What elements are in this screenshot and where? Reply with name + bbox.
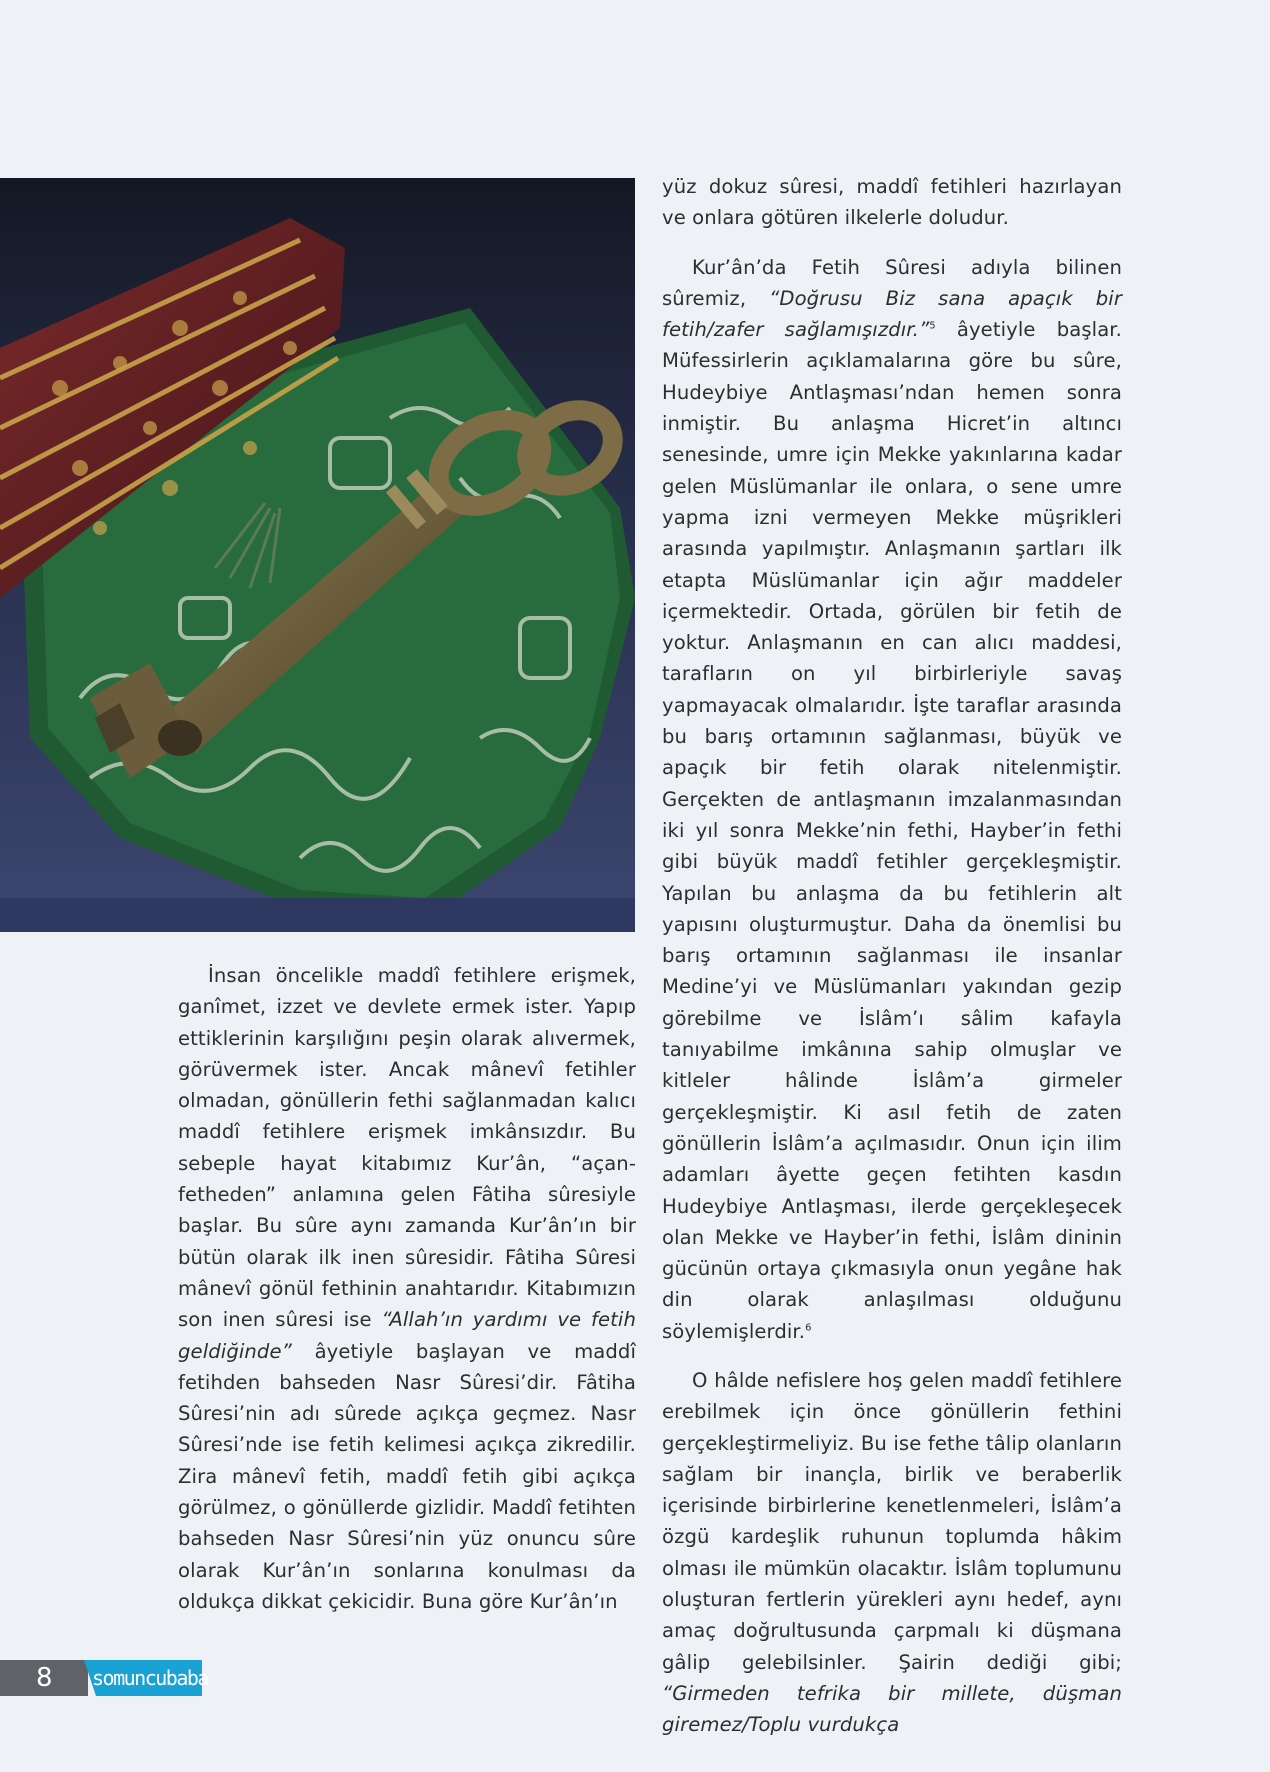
left-paragraph-1: [178, 960, 636, 1617]
right-paragraph-1-text-b: âyetiyle başlar. Müfessirlerin açıklamalarına göre bu sûre, Hudeybiye Antlaşması’ndan hemen sonra inmiştir. Bu anlaşma Hicret’in altıncı senesinde, umre için Mekke yakınlarına kadar gelen Müslümanlar ile onlara, o sene umre yapma izni vermeyen Mekke müşrikleri arasında yapılmıştır. Anlaşmanın şartları ilk etapta Müslümanlar için ağır maddeler içermektedir. Ortada, görülen bir fetih de yoktur. Anlaşmanın en can alıcı maddesi, tarafların on yıl birbirleriyle savaş yapmayacak olmalarıdır. İşte taraflar arasında bu barış ortamının sağlanması, büyük ve apaçık bir fetih olarak nitelenmiştir. Gerçekten de antlaşmanın imzalanmasından iki yıl sonra Mekke’nin fethi, Hayber’in fethi gibi büyük maddî fetihler gerçekleşmiştir. Yapılan bu anlaşma da bu fetihlerin alt yapısını oluşturmuştur. Daha da önemlisi bu barış ortamının sağlanması ile insanlar Medine’yi ve Müslümanları yakından gezip görebilme ve İslâm’ı sâlim kafayla tanıyabilme imkânına sahip olmuşlar ve kitleler hâlinde İslâm’a girmeler gerçekleşmiştir. Ki asıl fetih de zaten gönüllerin İslâm’a açılmasıdır. Onun için ilim adamları âyette geçen fetihten kasdın Hudeybiye Antlaşması, ilerde gerçekleşecek olan Mekke ve Hayber’in fethi, İslâm dininin gücünün ortaya çıkmasıyla onun yegâne hak din olarak anlaşılması olduğunu söylemişlerdir.: [662, 318, 1122, 1343]
fetih-verse-quote: “Doğrusu Biz sana apaçık bir fetih/zafer sağlamışızdır.”: [662, 286, 1122, 342]
footnote-ref-6[interactable]: 6: [805, 1322, 812, 1334]
right-paragraph-2-text-a: O hâlde nefislere hoş gelen maddî fetihlere erebilmek için önce gönüllerin fethini gerçekleştirmeliyiz. Bu ise fethe tâlip olanların sağlam bir inançla, birlik ve beraberlik içerisinde birbirlerine kenetlenmeleri, İslâm’a özgü kardeşlik ruhunun toplumda hâkim olması ile mümkün olacaktır. İslâm toplumunu oluşturan fertlerin yürekleri aynı hedef, aynı amaç doğrultusunda çarpmalı ki düşmana gâlip gelebilsinler. Şairin dediği gibi;: [662, 1368, 1122, 1674]
key-on-cloth-image: [0, 178, 635, 932]
nasr-verse-quote: “Allah’ın yardımı ve fetih geldiğinde”: [178, 1308, 636, 1363]
left-text-column: [178, 960, 636, 1617]
right-paragraph-2: [662, 1365, 1122, 1741]
right-paragraph-1: [662, 252, 1122, 1347]
left-paragraph-1-text-b: âyetiyle başlayan ve maddî fetihden bahseden Nasr Sûresi’dir. Fâtiha Sûresi’nin adı sûrede açıkça geçmez. Nasr Sûresi’nde ise fetih kelimesi açıkça zikredilir. Zira mânevî fetih, maddî fetih gibi açıkça görülmez, o gönüllerde gizlidir. Maddî fetihten bahseden Nasr Sûresi’nin yüz onuncu sûre olarak Kur’ân’ın sonlarına konulması da oldukça dikkat çekicidir. Buna göre Kur’ân’ın: [178, 1339, 636, 1613]
right-text-column: [662, 171, 1122, 1741]
right-paragraph-0: yüz dokuz sûresi, maddî fetihleri hazırlayan ve onlara götüren ilkelerle doludur.: [662, 175, 1122, 230]
poem-quote: “Girmeden tefrika bir millete, düşman giremez/Toplu vurdukça: [662, 1681, 1122, 1737]
page-number: 8: [36, 1663, 53, 1693]
footnote-ref-5[interactable]: 5: [929, 320, 936, 332]
left-paragraph-1-text-a: İnsan öncelikle maddî fetihlere erişmek, ganîmet, izzet ve devlete ermek ister. Yapıp ettiklerinin karşılığını peşin olarak alıvermek, görüvermek ister. Ancak mânevî fetihler olmadan, gönüllerin fethi sağlanmadan kalıcı maddî fetihlere erişmek imkânsızdır. Bu sebeple hayat kitabımız Kur’ân, “açan-fetheden” anlamına gelen Fâtiha sûresiyle başlar. Bu sûre aynı zamanda Kur’ân’ın bir bütün olarak ilk inen sûresidir. Fâtiha Sûresi mânevî gönül fethinin anahtarıdır. Kitabımızın son inen sûresi ise: [178, 964, 636, 1332]
key-photo: [0, 178, 635, 932]
right-paragraph-1-text-a: Kur’ân’da Fetih Sûresi adıyla bilinen sûremiz,: [662, 255, 1122, 310]
brand-logo-text: somuncubaba: [92, 1666, 208, 1690]
